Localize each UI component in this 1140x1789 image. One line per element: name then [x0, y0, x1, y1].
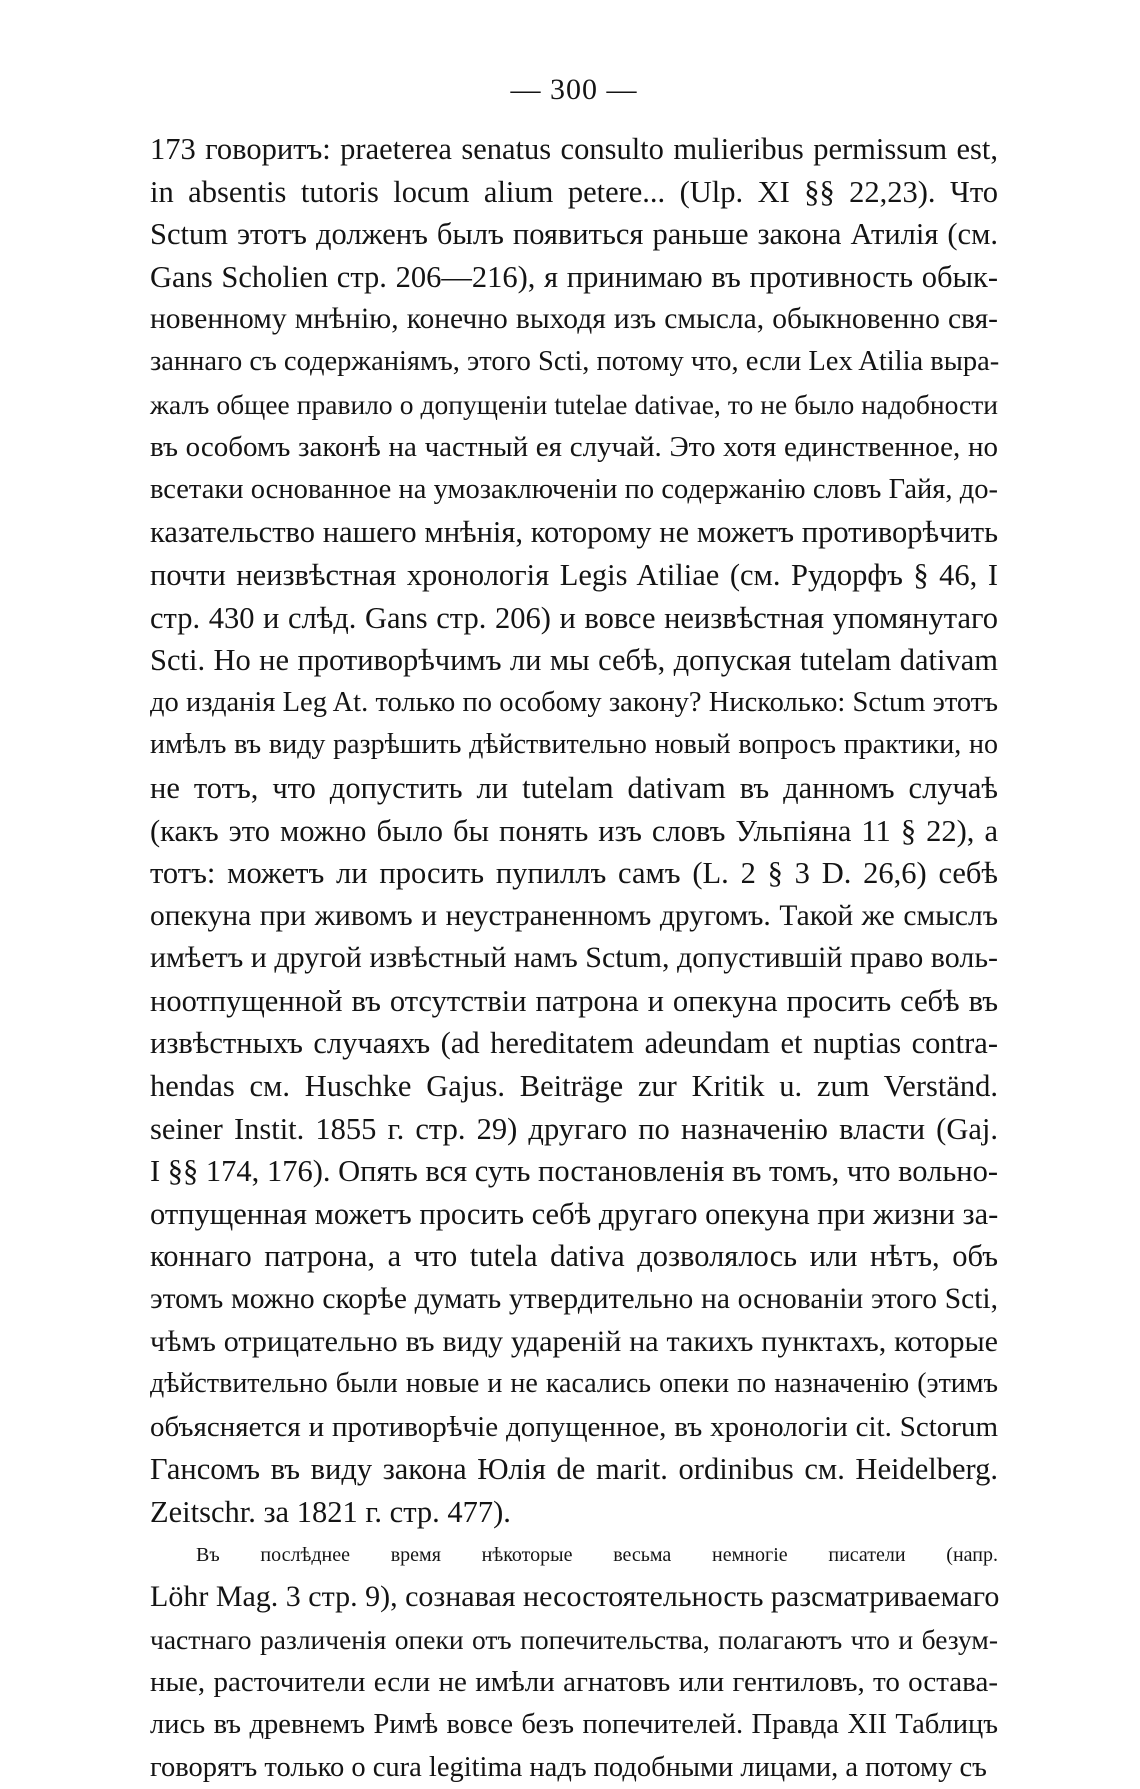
text-line: стр. 430 и слѣд. Gans стр. 206) и вовсе неизвѣстная упомянутаго: [150, 600, 998, 635]
page-number: — 300 —: [510, 73, 638, 106]
text-line: имѣетъ и другой извѣстный намъ Sctum, допустившій право воль-: [150, 941, 998, 975]
text-line: Въ послѣднее время нѣкоторые весьма немногіе писатели (напр.: [196, 1543, 998, 1566]
text-line: лись въ древнемъ Римѣ вовсе безъ попечителей. Правда XII Таблицъ: [150, 1708, 998, 1740]
text-line: ные, расточители если не имѣли агнатовъ или гентиловъ, то остава-: [150, 1666, 998, 1699]
text-line: Gans Scholien стр. 206—216), я принимаю въ противность обык-: [150, 259, 998, 294]
text-line: опекуна при живомъ и неустраненномъ другомъ. Такой же смыслъ: [150, 899, 998, 932]
text-line: Гансомъ въ виду закона Юлія de marit. ordinibus см. Heidelberg.: [150, 1452, 998, 1487]
text-line: въ особомъ законѣ на частный ея случай. Это хотя единственное, но: [150, 431, 998, 464]
text-line: до изданія Leg At. только по особому закону? Нисколько: Sctum этотъ: [150, 686, 998, 718]
text-line: имѣлъ въ виду разрѣшить дѣйствительно новый вопросъ практики, но: [150, 729, 998, 761]
text-line: отпущенная можетъ просить себѣ другаго опекуна при жизни за-: [150, 1196, 999, 1231]
text-line: Löhr Mag. 3 стр. 9), сознавая несостоятельность разсматриваемаго: [150, 1580, 1000, 1614]
text-line: коннаго патрона, а что tutela dativa дозволялось или нѣтъ, объ: [150, 1239, 998, 1274]
text-line: жалъ общее правило о допущеніи tutelae dativae, то не было надобности: [150, 388, 998, 420]
text-line: объясняется и противорѣчіе допущенное, въ хронологіи cit. Sctorum: [150, 1410, 998, 1443]
text-line: seiner Instit. 1855 г. стр. 29) другаго по назначенію власти (Gaj.: [150, 1111, 998, 1146]
text-line: Scti. Но не противорѣчимъ ли мы себѣ, допуская tutelam dativam: [150, 643, 998, 678]
text-line: ноотпущенной въ отсутствіи патрона и опекуна просить себѣ въ: [150, 983, 998, 1018]
text-line: 173 говоритъ: praeterea senatus consulto mulieribus permissum est,: [150, 132, 998, 166]
text-line: тотъ: можетъ ли просить пупиллъ самъ (L. 2 § 3 D. 26,6) себѣ: [150, 856, 998, 891]
paragraph-2: [150, 1534, 998, 1789]
text-line: дѣйствительно были новые и не касались опеки по назначенію (этимъ: [150, 1368, 998, 1400]
text-line: in absentis tutoris locum alium petere... (Ulp. XI §§ 22,23). Что: [150, 174, 998, 209]
text-line: заннаго съ содержаніямъ, этого Scti, потому что, если Lex Atilia выра-: [150, 345, 1000, 377]
text-line: этомъ можно скорѣе думать утвердительно на основаніи этого Scti,: [150, 1283, 998, 1316]
text-line: почти неизвѣстная хронологія Legis Atiliae (см. Рудорфъ § 46, I: [150, 557, 998, 592]
text-line: чѣмъ отрицательно въ виду удареній на такихъ пунктахъ, которые: [150, 1324, 998, 1358]
text-line: (какъ это можно было бы понять изъ словъ Ульпіяна 11 § 22), а: [150, 813, 998, 848]
text-line: частнаго различенія опеки отъ попечительства, полагаютъ что и безум-: [150, 1623, 998, 1655]
text-line: Zeitschr. за 1821 г. стр. 477).: [150, 1495, 511, 1529]
text-line: говорятъ только о cura legitima надъ подобными лицами, а потому съ: [150, 1751, 987, 1783]
text-line: всетаки основанное на умозаключеніи по содержанію словъ Гайя, до-: [150, 473, 998, 505]
text-line: hendas см. Huschke Gajus. Beiträge zur Kritik u. zum Verständ.: [150, 1069, 998, 1104]
text-line: I §§ 174, 176). Опять вся суть постановленія въ томъ, что вольно-: [150, 1154, 998, 1189]
paragraph-1: [150, 128, 998, 1534]
text-line: извѣстныхъ случаяхъ (ad hereditatem adeundam et nuptias contra-: [150, 1026, 998, 1061]
text-line: Sctum этотъ долженъ былъ появиться раньше закона Атилія (см.: [150, 217, 998, 252]
text-line: казательство нашего мнѣнія, которому не можетъ противорѣчить: [150, 515, 998, 550]
text-line: новенному мнѣнію, конечно выходя изъ смысла, обыкновенно свя-: [150, 303, 998, 336]
book-page: [150, 70, 998, 1789]
text-line: не тотъ, что допустить ли tutelam dativam въ данномъ случаѣ: [150, 770, 998, 805]
